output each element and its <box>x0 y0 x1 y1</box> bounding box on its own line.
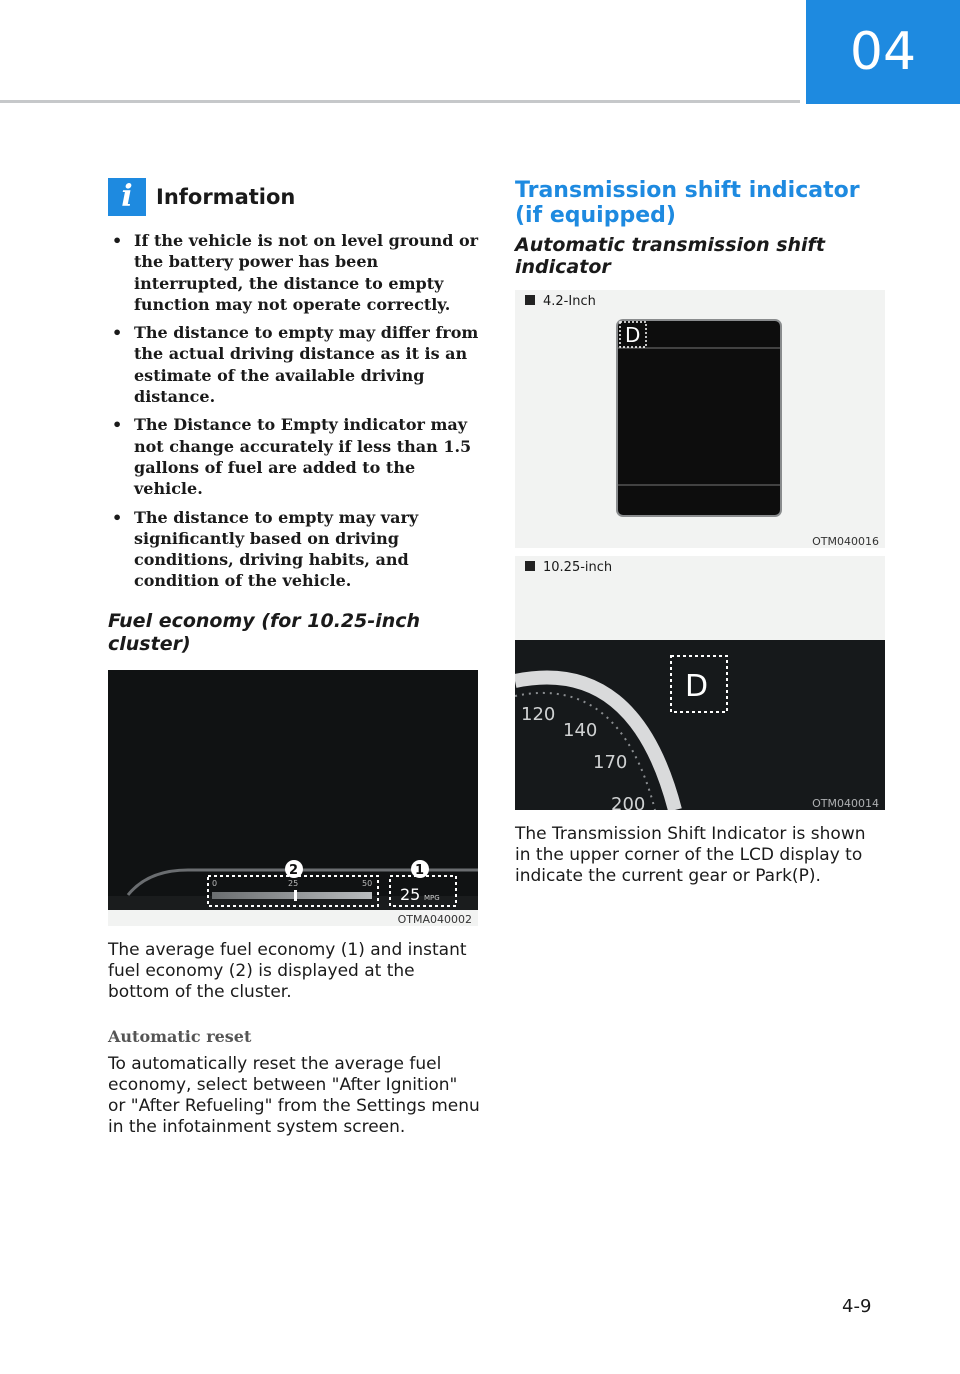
information-list <box>108 230 480 592</box>
figure-10-25-inch <box>515 556 885 810</box>
figure-code: OTM040014 <box>812 797 879 810</box>
mpg-unit: MPG <box>424 893 440 902</box>
figure-label: 4.2-Inch <box>525 294 596 309</box>
gear-indicator: D <box>625 323 641 347</box>
left-column <box>108 178 480 1138</box>
automatic-reset-heading: Automatic reset <box>108 1026 252 1046</box>
speed-label: 170 <box>593 752 628 773</box>
cluster-illustration <box>108 670 478 910</box>
fuel-economy-caption: The average fuel economy (1) and instant fuel economy (2) is displayed at the bottom of the cluster. <box>108 939 467 1002</box>
gear-indicator: D <box>685 669 709 704</box>
transmission-caption: The Transmission Shift Indicator is shown in the upper corner of the LCD display to indicate the current gear or Park(P). <box>515 824 866 886</box>
list-item: • If the vehicle is not on level ground or the battery power has been interrupted, the distance to empty function may not operate correctly. <box>108 230 480 315</box>
transmission-heading: Transmission shift indicator (if equipped) <box>515 178 860 228</box>
transmission-subheading: Automatic transmission shift indicator <box>515 234 825 278</box>
right-column <box>515 178 885 887</box>
chapter-tab: 04 <box>806 0 960 104</box>
list-item: • The distance to empty may vary significantly based on driving conditions, driving habits, and condition of the vehicle. <box>108 507 480 592</box>
scale-label: 0 <box>212 878 218 888</box>
automatic-reset-text: To automatically reset the average fuel economy, select between "After Ignition" or "After Refueling" from the Settings menu in the infotainment system screen. <box>108 1053 480 1137</box>
speed-label: 120 <box>521 704 556 725</box>
scale-label: 25 <box>288 878 299 888</box>
figure-code: OTMA040002 <box>397 912 472 926</box>
callout-2: 2 <box>289 862 299 878</box>
chapter-rule <box>0 100 800 103</box>
mpg-value: 25 <box>400 884 421 904</box>
fuel-economy-heading: Fuel economy (for 10.25-inch cluster) <box>108 609 421 655</box>
fuel-economy-figure <box>108 670 478 926</box>
list-item: • The distance to empty may differ from the actual driving distance as it is an estimate of the available driving distance. <box>108 322 480 407</box>
cluster-illustration <box>515 556 885 810</box>
speed-label: 140 <box>563 720 598 741</box>
lcd-illustration <box>515 290 885 548</box>
information-title: Information <box>156 185 296 209</box>
page-number: 4-9 <box>842 1296 872 1317</box>
information-header <box>108 178 480 216</box>
scale-label: 50 <box>362 878 373 888</box>
figure-4-2-inch <box>515 290 885 548</box>
speed-label: 200 <box>611 794 646 810</box>
callout-1: 1 <box>415 862 425 878</box>
figure-code: OTM040016 <box>812 535 879 548</box>
figure-label: 10.25-inch <box>525 560 612 575</box>
list-item: • The Distance to Empty indicator may not change accurately if less than 1.5 gallons of fuel are added to the vehicle. <box>108 414 480 499</box>
info-icon: i <box>108 178 146 216</box>
